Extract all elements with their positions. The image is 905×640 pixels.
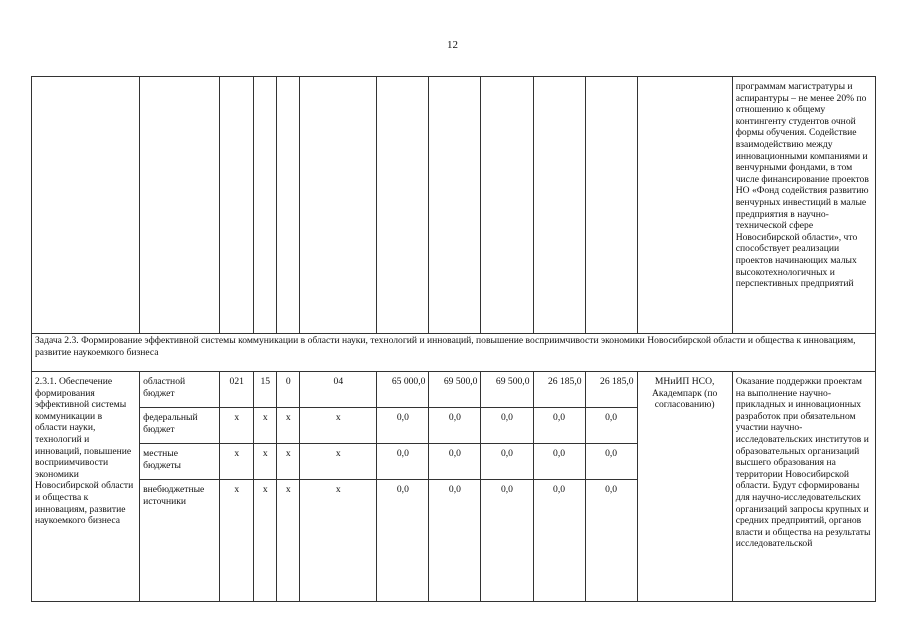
empty-cell — [585, 77, 637, 334]
funding-source: внебюджетные источники — [140, 480, 220, 602]
csr-code: х — [300, 444, 377, 480]
empty-cell — [429, 77, 481, 334]
grbs-code: 021 — [220, 372, 254, 408]
csr-code: х — [300, 480, 377, 602]
grbs-code: х — [220, 480, 254, 602]
csr-code: 04 — [300, 372, 377, 408]
empty-cell — [140, 77, 220, 334]
value-year-3: 69 500,0 — [481, 372, 533, 408]
value-year-5: 26 185,0 — [585, 372, 637, 408]
pr-code: 0 — [277, 372, 300, 408]
value-year-4: 0,0 — [533, 408, 585, 444]
task-row — [32, 334, 876, 372]
grbs-code: х — [220, 444, 254, 480]
executor: МНиИП НСО, Академпарк (по согласованию) — [637, 372, 732, 602]
value-year-5: 0,0 — [585, 444, 637, 480]
funding-source: федеральный бюджет — [140, 408, 220, 444]
pr-code: х — [277, 444, 300, 480]
value-year-2: 0,0 — [429, 480, 481, 602]
value-year-5: 0,0 — [585, 480, 637, 602]
value-year-3: 0,0 — [481, 444, 533, 480]
value-year-4: 0,0 — [533, 444, 585, 480]
empty-cell — [300, 77, 377, 334]
continuation-row — [32, 77, 876, 334]
continuation-result-text: программам магистратуры и аспирантуры – не менее 20% по отношению к общему контингенту студентов очной формы обучения. Содействие взаимодействию между инновационными компаниями и венчурными фондами, в том числе финансирование проектов НО «Фонд содействия развитию венчурных инвестиций в малые предприятия в научно-технической сфере Новосибирской области», что способствует реализации проектов начинающих малых высокотехнологичных и перспективных предприятий — [732, 77, 875, 334]
empty-cell — [637, 77, 732, 334]
measure-name: 2.3.1. Обеспечение формирования эффективной системы коммуникации в области науки, технологий и инноваций, повышение восприимчивости экономики Новосибирской области и общества к инновациям, развитие наукоемкого бизнеса — [32, 372, 140, 602]
csr-code: х — [300, 408, 377, 444]
grbs-code: х — [220, 408, 254, 444]
rz-code: х — [254, 444, 277, 480]
funding-row-regional — [32, 372, 876, 408]
value-year-3: 0,0 — [481, 408, 533, 444]
empty-cell — [220, 77, 254, 334]
empty-cell — [32, 77, 140, 334]
empty-cell — [277, 77, 300, 334]
value-year-1: 65 000,0 — [377, 372, 429, 408]
value-year-3: 0,0 — [481, 480, 533, 602]
page-number: 12 — [447, 39, 458, 51]
value-year-4: 0,0 — [533, 480, 585, 602]
rz-code: 15 — [254, 372, 277, 408]
empty-cell — [533, 77, 585, 334]
pr-code: х — [277, 408, 300, 444]
program-table — [31, 76, 876, 602]
empty-cell — [254, 77, 277, 334]
value-year-5: 0,0 — [585, 408, 637, 444]
value-year-1: 0,0 — [377, 480, 429, 602]
value-year-2: 0,0 — [429, 444, 481, 480]
empty-cell — [377, 77, 429, 334]
funding-source: областной бюджет — [140, 372, 220, 408]
task-heading: Задача 2.3. Формирование эффективной системы коммуникации в области науки, технологий и инноваций, повышение восприимчивости экономики Новосибирской области и общества к инновациям, развитие наукоемкого бизнеса — [32, 334, 876, 372]
value-year-2: 0,0 — [429, 408, 481, 444]
expected-result: Оказание поддержки проектам на выполнение научно-прикладных и инновационных разработок при обязательном участии научно-исследовательских институтов и образовательных организаций высшего образования на территории Новосибирской области. Будут сформированы для научно-исследовательских организаций запросы крупных и средних предприятий, органов власти и общества на результаты исследовательской — [732, 372, 875, 602]
value-year-2: 69 500,0 — [429, 372, 481, 408]
funding-source: местные бюджеты — [140, 444, 220, 480]
value-year-1: 0,0 — [377, 408, 429, 444]
empty-cell — [481, 77, 533, 334]
pr-code: х — [277, 480, 300, 602]
rz-code: х — [254, 408, 277, 444]
value-year-4: 26 185,0 — [533, 372, 585, 408]
value-year-1: 0,0 — [377, 444, 429, 480]
rz-code: х — [254, 480, 277, 602]
